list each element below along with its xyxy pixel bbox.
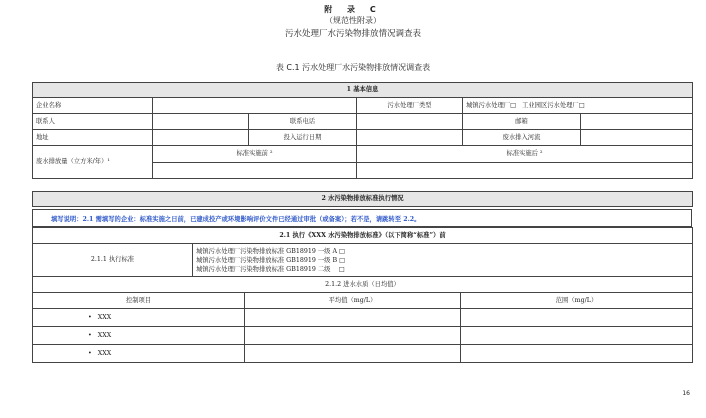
- after-field[interactable]: [357, 162, 693, 179]
- table-row: [33, 228, 693, 244]
- control-item-label: XXX: [97, 313, 112, 321]
- exec-option-a[interactable]: 城镇污水处理厂污染物排放标准 GB18919 一级 A □: [196, 247, 345, 255]
- plant-type-options[interactable]: [463, 98, 693, 114]
- table-row: [33, 114, 693, 130]
- col-range: 范围（mg/L）: [461, 293, 693, 309]
- table-caption: 表 C.1 污水处理厂水污染物排放情况调查表: [275, 63, 431, 72]
- range-field[interactable]: [461, 345, 693, 363]
- col-average: 平均值（mg/L）: [245, 293, 461, 309]
- address-field[interactable]: [153, 130, 249, 146]
- table-row: [33, 293, 693, 309]
- plant-type-label: 污水处理厂类型: [357, 98, 463, 114]
- company-name-label: 企业名称: [33, 98, 153, 114]
- instruction-note: 填写说明：2.1 需填写的企业：标准实施之日前，已建成投产或环境影响评价文件已经通过审批（或备案）；若不是，请跳转至 2.2。: [32, 209, 692, 227]
- start-date-label: 投入运行日期: [249, 130, 357, 146]
- section-2-header: [33, 192, 693, 207]
- start-date-field[interactable]: [357, 130, 463, 146]
- standard-table: [32, 227, 692, 363]
- phone-field[interactable]: [357, 114, 463, 130]
- table-row: [33, 345, 693, 363]
- after-label: 标准实施后 ²: [357, 146, 693, 163]
- average-field[interactable]: [245, 345, 461, 363]
- table-row: [33, 146, 693, 163]
- range-field[interactable]: [461, 309, 693, 327]
- table-row: [33, 277, 693, 293]
- before-field[interactable]: [153, 162, 357, 179]
- spacer-row: [33, 179, 693, 192]
- before-label: 标准实施前 ²: [153, 146, 357, 163]
- subsection-title: 2.1 执行《XXX 水污染物排放标准》（以下简称“标准”）前: [33, 228, 693, 244]
- contact-label: 联系人: [33, 114, 153, 130]
- exec-standard-options: [193, 244, 693, 277]
- company-name-field[interactable]: [153, 98, 357, 114]
- postcode-field[interactable]: [581, 114, 693, 130]
- quality-title: 2.1.2 进水水质（日均值）: [33, 277, 693, 293]
- plant-type-industrial[interactable]: 工业园区污水处理厂□: [522, 101, 585, 109]
- section-1-title: 1 基本信息: [33, 83, 693, 98]
- table-row: [33, 309, 693, 327]
- range-field[interactable]: [461, 327, 693, 345]
- appendix-subtitle: （规范性附录）: [325, 16, 381, 25]
- table-row: [33, 98, 693, 114]
- average-field[interactable]: [245, 309, 461, 327]
- river-field[interactable]: [581, 130, 693, 146]
- control-item: • XXX: [33, 327, 245, 345]
- appendix-title: 附 录 C: [324, 5, 382, 14]
- col-control-item: 控制项目: [33, 293, 245, 309]
- address-label: 地址: [33, 130, 153, 146]
- phone-label: 联系电话: [249, 114, 357, 130]
- river-label: 废水排入河流: [463, 130, 581, 146]
- control-item-label: XXX: [97, 331, 112, 339]
- table-row: [33, 327, 693, 345]
- average-field[interactable]: [245, 327, 461, 345]
- basic-info-table: [32, 82, 692, 207]
- exec-option-b[interactable]: 城镇污水处理厂污染物排放标准 GB18919 一级 B □: [196, 256, 346, 264]
- section-2-title: 2 水污染物排放标准执行情况: [33, 192, 693, 207]
- exec-standard-label: 2.1.1 执行标准: [33, 244, 193, 277]
- appendix-heading: 污水处理厂水污染物排放情况调查表: [284, 29, 421, 39]
- contact-field[interactable]: [153, 114, 249, 130]
- discharge-label: 废水排放量（立方米/年）¹: [33, 146, 153, 179]
- plant-type-urban[interactable]: 城镇污水处理厂□: [466, 101, 517, 109]
- postcode-label: 邮箱: [463, 114, 581, 130]
- control-item: • XXX: [33, 345, 245, 363]
- control-item-label: XXX: [97, 349, 112, 357]
- table-row: [33, 244, 693, 277]
- page-number: 16: [682, 390, 690, 397]
- exec-option-2[interactable]: 城镇污水处理厂污染物排放标准 GB18919 二级 □: [196, 265, 345, 273]
- section-1-header: [33, 83, 693, 98]
- control-item: • XXX: [33, 309, 245, 327]
- table-row: [33, 130, 693, 146]
